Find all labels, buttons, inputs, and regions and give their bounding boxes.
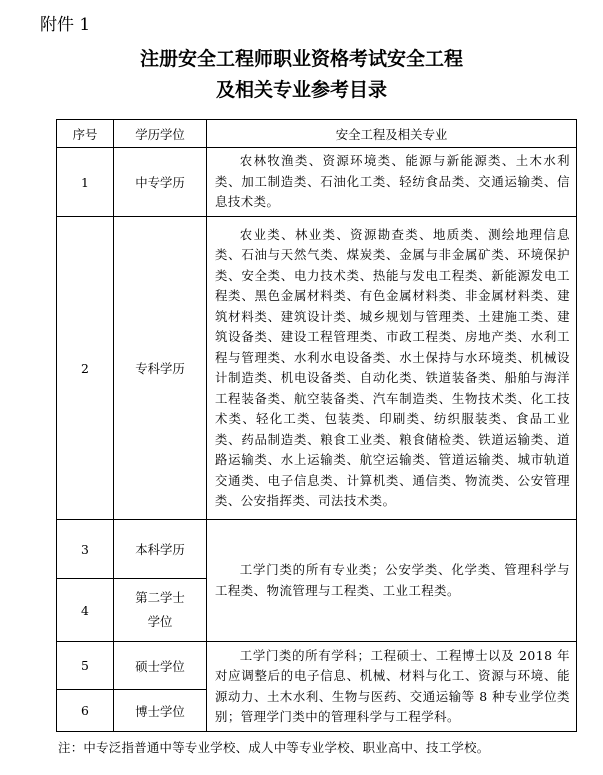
row-serial: 2 bbox=[57, 217, 114, 520]
majors-table bbox=[56, 119, 577, 732]
row-degree: 中专学历 bbox=[114, 148, 207, 217]
table-header-row bbox=[57, 120, 577, 148]
table-row bbox=[57, 217, 577, 520]
row-degree: 博士学位 bbox=[114, 690, 207, 732]
row-degree: 硕士学位 bbox=[114, 642, 207, 690]
header-majors: 安全工程及相关专业 bbox=[207, 120, 577, 148]
row-majors: 农林牧渔类、资源环境类、能源与新能源类、土木水利类、加工制造类、石油化工类、轻纺食品类、交通运输类、信息技术类。 bbox=[207, 148, 577, 217]
row-serial: 5 bbox=[57, 642, 114, 690]
row-serial: 4 bbox=[57, 579, 114, 642]
row-degree: 第二学士学位 bbox=[114, 579, 207, 642]
document-title-line1: 注册安全工程师职业资格考试安全工程 bbox=[139, 48, 463, 70]
table-row bbox=[57, 642, 577, 690]
table-row bbox=[57, 148, 577, 217]
row-serial: 6 bbox=[57, 690, 114, 732]
row-degree: 本科学历 bbox=[114, 520, 207, 579]
attachment-label: 附件 1 bbox=[40, 15, 91, 35]
row-majors-merged-3-4: 工学门类的所有专业类；公安学类、化学类、管理科学与工程类、物流管理与工程类、工业工程类。 bbox=[207, 520, 577, 642]
document-title-line2: 及相关专业参考目录 bbox=[215, 79, 387, 101]
header-serial: 序号 bbox=[57, 120, 114, 148]
table-row bbox=[57, 520, 577, 579]
footnote: 注：中专泛指普通中等专业学校、成人中等专业学校、职业高中、技工学校。 bbox=[58, 740, 490, 755]
row-serial: 1 bbox=[57, 148, 114, 217]
row-degree: 专科学历 bbox=[114, 217, 207, 520]
row-serial: 3 bbox=[57, 520, 114, 579]
header-degree: 学历学位 bbox=[114, 120, 207, 148]
row-majors: 农业类、林业类、资源勘查类、地质类、测绘地理信息类、石油与天然气类、煤炭类、金属与非金属矿类、环境保护类、安全类、电力技术类、热能与发电工程类、新能源发电工程类、黑色金属材料类、有色金属材料类、非金属材料类、建筑材料类、建筑设计类、城乡规划与管理类、土建施工类、建筑设备类、建设工程管理类、市政工程类、房地产类、水利工程与管理类、水利水电设备类、水土保持与水环境类、机械设计制造类、机电设备类、自动化类、铁道装备类、船舶与海洋工程装备类、航空装备类、汽车制造类、生物技术类、化工技术类、轻化工类、包装类、印刷类、纺织服装类、食品工业类、药品制造类、粮食工业类、粮食储检类、铁道运输类、道路运输类、水上运输类、航空运输类、管道运输类、城市轨道交通类、电子信息类、计算机类、通信类、物流类、公安管理类、公安指挥类、司法技术类。 bbox=[207, 217, 577, 520]
row-majors-merged-5-6: 工学门类的所有学科；工程硕士、工程博士以及 2018 年对应调整后的电子信息、机械、材料与化工、资源与环境、能源动力、土木水利、生物与医药、交通运输等 8 种专业学位类别；管理学门类中的管理科学与工程学科。 bbox=[207, 642, 577, 732]
